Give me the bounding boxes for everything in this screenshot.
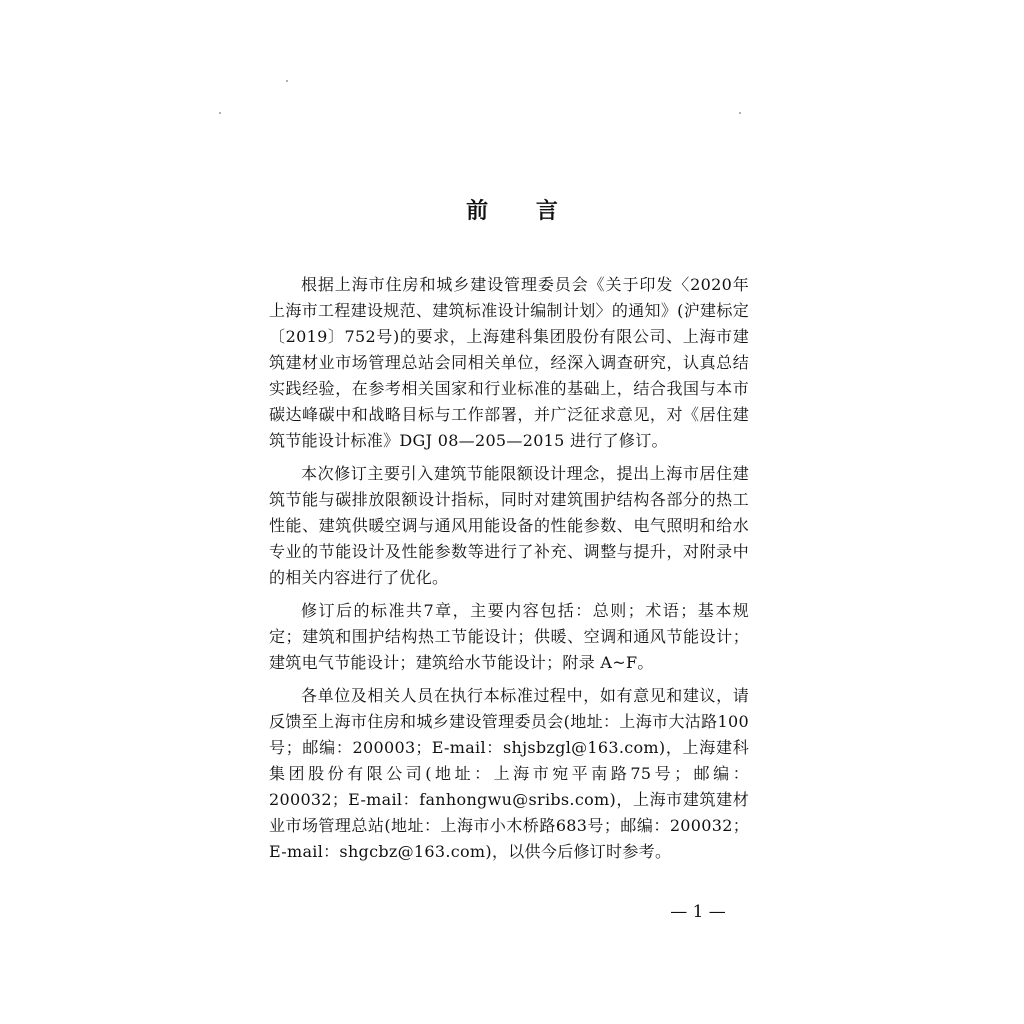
page-number: — 1 — — [670, 902, 726, 922]
paragraph-background: 根据上海市住房和城乡建设管理委员会《关于印发〈2020年上海市工程建设规范、建筑标准设计编制计划〉的通知》(沪建标定〔2019〕752号)的要求，上海建科集团股份有限公司、上海市建筑建材业市场管理总站会同相关单位，经深入调查研究，认真总结实践经验，在参考相关国家和行业标准的基础上，结合我国与本市碳达峰碳中和战略目标与工作部署，并广泛征求意见，对《居住建筑节能设计标准》DGJ 08—205—2015 进行了修订。 — [269, 275, 749, 450]
scan-speck — [739, 112, 741, 114]
paragraph-contents: 修订后的标准共7章，主要内容包括：总则；术语；基本规定；建筑和围护结构热工节能设计；供暖、空调和通风节能设计；建筑电气节能设计；建筑给水节能设计；附录 A~F。 — [269, 601, 749, 672]
paragraph-revision-focus: 本次修订主要引入建筑节能限额设计理念，提出上海市居住建筑节能与碳排放限额设计指标，同时对建筑围护结构各部分的热工性能、建筑供暖空调与通风用能设备的性能参数、电气照明和给水专业的节能设计及性能参数等进行了补充、调整与提升，对附录中的相关内容进行了优化。 — [269, 464, 749, 587]
scan-speck — [219, 112, 221, 114]
page-title: 前 言 — [466, 199, 578, 224]
scan-speck — [286, 80, 288, 82]
paragraph-feedback: 各单位及相关人员在执行本标准过程中，如有意见和建议，请反馈至上海市住房和城乡建设管理委员会(地址：上海市大沽路100号；邮编：200003；E-mail：shjsbzgl@163.com)，上海建科集团股份有限公司(地址：上海市宛平南路75号；邮编：200032；E-mail：fanhongwu@sribs.com)，上海市建筑建材业市场管理总站(地址：上海市小木桥路683号；邮编：200032；E-mail：shgcbz@163.com)，以供今后修订时参考。 — [269, 686, 749, 861]
body-text — [269, 272, 749, 872]
